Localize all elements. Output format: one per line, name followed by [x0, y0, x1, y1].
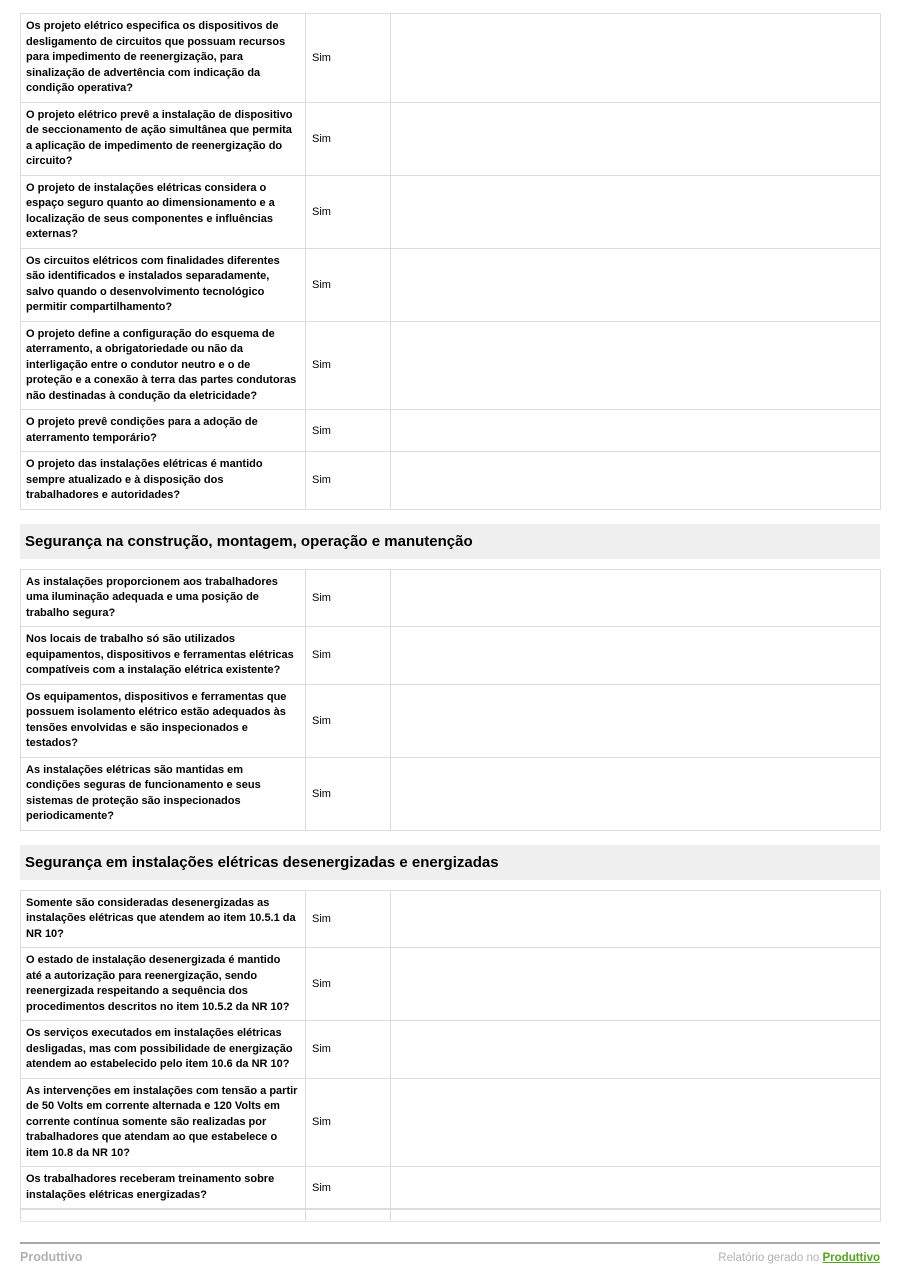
question-cell: Os equipamentos, dispositivos e ferramentas que possuem isolamento elétrico estão adequados às tensões envolvidas e são inspecionados e testados?	[21, 684, 306, 757]
question-cell: Os trabalhadores receberam treinamento sobre instalações elétricas energizadas?	[21, 1167, 306, 1209]
table-row	[21, 1021, 881, 1079]
footer-generated-prefix: Relatório gerado no	[718, 1252, 820, 1264]
observation-cell	[391, 757, 881, 830]
footer-brand: Produttivo	[20, 1250, 83, 1264]
answer-cell: Sim	[306, 321, 391, 410]
table-row	[21, 569, 881, 627]
answer-cell: Sim	[306, 1021, 391, 1079]
question-cell: As instalações elétricas são mantidas em condições seguras de funcionamento e seus sistemas de proteção são inspecionados periodicamente?	[21, 757, 306, 830]
observation-cell	[391, 1021, 881, 1079]
produttivo-link[interactable]: Produttivo	[822, 1252, 880, 1264]
section-header: Segurança em instalações elétricas desenergizadas e energizadas	[20, 845, 880, 880]
observation-cell	[391, 102, 881, 175]
answer-cell: Sim	[306, 948, 391, 1021]
checklist-table	[20, 890, 881, 1210]
observation-cell	[391, 627, 881, 685]
answer-cell: Sim	[306, 452, 391, 510]
question-cell	[21, 1210, 306, 1222]
answer-cell: Sim	[306, 102, 391, 175]
observation-cell	[391, 684, 881, 757]
answer-cell: Sim	[306, 175, 391, 248]
answer-cell: Sim	[306, 410, 391, 452]
answer-cell: Sim	[306, 890, 391, 948]
page-footer-divider	[20, 1242, 880, 1244]
observation-cell	[391, 569, 881, 627]
table-row	[21, 627, 881, 685]
answer-cell: Sim	[306, 684, 391, 757]
observation-cell	[391, 1078, 881, 1167]
question-cell: O projeto das instalações elétricas é mantido sempre atualizado e à disposição dos trabalhadores e autoridades?	[21, 452, 306, 510]
table-row	[21, 757, 881, 830]
table-row	[21, 948, 881, 1021]
footer-generated-text	[718, 1252, 880, 1264]
question-cell: Os projeto elétrico especifica os dispositivos de desligamento de circuitos que possuam recursos para impedimento de reenergização, para sinalização de advertência com indicação da condição operativa?	[21, 14, 306, 103]
answer-cell: Sim	[306, 248, 391, 321]
table-row	[21, 890, 881, 948]
observation-cell	[391, 452, 881, 510]
section-header: Segurança na construção, montagem, operação e manutenção	[20, 524, 880, 559]
observation-cell	[391, 410, 881, 452]
observation-cell	[391, 1167, 881, 1209]
question-cell: O projeto define a configuração do esquema de aterramento, a obrigatoriedade ou não da interligação entre o condutor neutro e o de proteção e a conexão à terra das partes condutoras não destinadas à condução da eletricidade?	[21, 321, 306, 410]
answer-cell: Sim	[306, 627, 391, 685]
table-row	[21, 248, 881, 321]
observation-cell	[391, 948, 881, 1021]
table-row	[21, 452, 881, 510]
answer-cell: Sim	[306, 569, 391, 627]
question-cell: O estado de instalação desenergizada é mantido até a autorização para reenergização, sendo reenergizada respeitando a sequência dos procedimentos descritos no item 10.5.2 da NR 10?	[21, 948, 306, 1021]
cutoff-empty-row	[20, 1209, 881, 1222]
question-cell: O projeto prevê condições para a adoção de aterramento temporário?	[21, 410, 306, 452]
question-cell: Somente são consideradas desenergizadas as instalações elétricas que atendem ao item 10.5.1 da NR 10?	[21, 890, 306, 948]
answer-cell: Sim	[306, 14, 391, 103]
question-cell: As intervenções em instalações com tensão a partir de 50 Volts em corrente alternada e 120 Volts em corrente contínua somente são realizadas por trabalhadores que atendam ao que estabelece o item 10.8 da NR 10?	[21, 1078, 306, 1167]
answer-cell: Sim	[306, 1167, 391, 1209]
observation-cell	[391, 14, 881, 103]
observation-cell	[391, 321, 881, 410]
answer-cell	[306, 1210, 391, 1222]
observation-cell	[391, 175, 881, 248]
observation-cell	[391, 890, 881, 948]
table-row	[21, 321, 881, 410]
question-cell: O projeto elétrico prevê a instalação de dispositivo de seccionamento de ação simultânea que permita a aplicação de impedimento de reenergização do circuito?	[21, 102, 306, 175]
checklist-table	[20, 569, 881, 831]
table-row	[21, 102, 881, 175]
question-cell: Os serviços executados em instalações elétricas desligadas, mas com possibilidade de energização atendem ao estabelecido pelo item 10.6 da NR 10?	[21, 1021, 306, 1079]
answer-cell: Sim	[306, 757, 391, 830]
table-row	[21, 14, 881, 103]
answer-cell: Sim	[306, 1078, 391, 1167]
table-row	[21, 410, 881, 452]
question-cell: As instalações proporcionem aos trabalhadores uma iluminação adequada e uma posição de trabalho segura?	[21, 569, 306, 627]
question-cell: O projeto de instalações elétricas considera o espaço seguro quanto ao dimensionamento e a localização de seus componentes e influências externas?	[21, 175, 306, 248]
observation-cell	[391, 1210, 881, 1222]
observation-cell	[391, 248, 881, 321]
table-row	[21, 684, 881, 757]
question-cell: Os circuitos elétricos com finalidades diferentes são identificados e instalados separadamente, salvo quando o desenvolvimento tecnológico permitir compartilhamento?	[21, 248, 306, 321]
table-row	[21, 175, 881, 248]
table-row	[21, 1210, 881, 1222]
question-cell: Nos locais de trabalho só são utilizados equipamentos, dispositivos e ferramentas elétricas compatíveis com a instalação elétrica existente?	[21, 627, 306, 685]
table-row	[21, 1167, 881, 1209]
page-footer	[20, 1250, 880, 1264]
table-row	[21, 1078, 881, 1167]
checklist-table	[20, 13, 881, 510]
